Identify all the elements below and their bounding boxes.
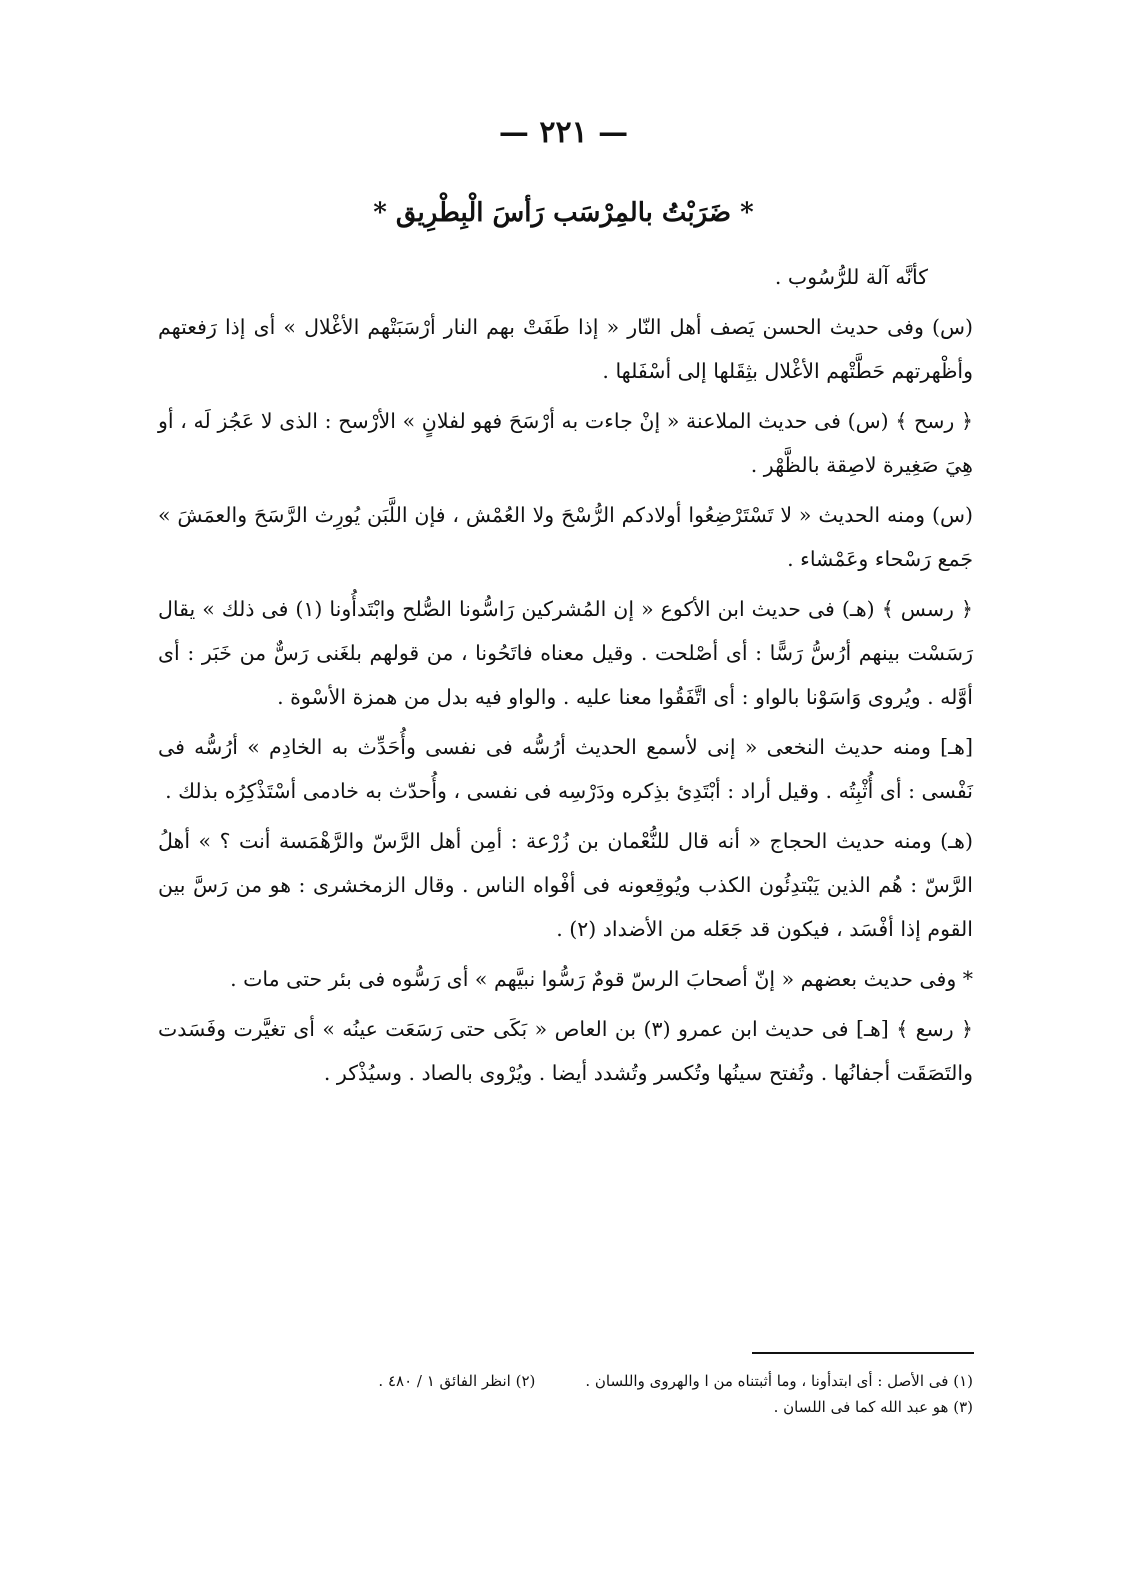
paragraph: * وفى حديث بعضهم « إنّ أصحابَ الرسّ قومٌ رَسُّوا نبيَّهم » أى رَسُّوه فى بئر حتى مات . [230,967,973,991]
paragraph: ﴿ رسس ﴾ (هـ) فى حديث ابن الأكوع « إن المُشركين رَاسُّونا الصُّلح وابْتَدأُونا (١) فى ذلك » يقال رَسَسْت بينهم أرُسُّ رَسًّا : أى أصْلحت . وقيل معناه فاتَحُونا ، من قولهم بلغَنى رَسٌّ من خَبَر : أى أوَّله . ويُروى وَاسَوْنا بالواو : أى اتَّفَقُوا معنا عليه . والواو فيه بدل من همزة الأسْوة . [158,597,973,709]
paragraph: كأنَّه آلة للرُّسُوب . [774,265,928,289]
entry-heading: * ضَرَبْتُ بالمِرْسَب رَأسَ الْبِطْرِيق * [373,198,754,228]
paragraph: (س) وفى حديث الحسن يَصف أهل النّار « إذا طَفَتْ بهم النار أرْسَبَتْهم الأغْلال » أى إذا رَفعتهم وأظْهرتهم حَطَّتْهم الأغْلال بثِقَلها إلى أسْفَلها . [158,315,973,383]
footnote-3: (٣) هو عبد الله كما فى اللسان . [773,1398,973,1416]
body-text [158,255,973,1101]
footnote-2: (٢) انظر الفائق ١ / ٤٨٠ . [378,1372,536,1390]
paragraph: [هـ] ومنه حديث النخعى « إنى لأسمع الحديث أرُسُّه فى نفسى وأُحَدِّث به الخادِم » أرُسُّه فى نَفْسى : أى أُثْبِتُه . وقيل أراد : أبْتَدِئ بذِكره ودَرْسِه فى نفسى ، وأُحدّث به خادمى أسْتَذْكِرُه بذلك . [158,735,973,803]
footnote-divider [752,1352,974,1354]
footnotes [158,1368,973,1420]
footnote-row [158,1394,973,1420]
paragraph: (س) ومنه الحديث « لا تَسْتَرْضِعُوا أولادكم الرُّسْحَ ولا العُمْش ، فإن اللَّبَن يُورِث الرَّسَحَ والعمَشَ » جَمع رَسْحاء وعَمْشاء . [158,503,973,571]
paragraph: ﴿ رسح ﴾ (س) فى حديث الملاعنة « إنْ جاءت به أرْسَحَ فهو لفلانٍ » الأرْسح : الذى لا عَجُز لَه ، أو هِيَ صَغِيرة لاصِقة بالظَّهْر . [158,409,973,477]
paragraph: (هـ) ومنه حديث الحجاج « أنه قال للنُّعْمان بن زُرْعة : أمِن أهل الرَّسّ والرَّهْمَسة أنت ؟ » أهلُ الرَّسّ : هُم الذين يَبْتدِئُون الكذب ويُوقِعونه فى أفْواه الناس . وقال الزمخشرى : هو من رَسَّ بين القوم إذا أفْسَد ، فيكون قد جَعَله من الأضداد (٢) . [158,829,973,941]
page-number: — ٢٢١ — [498,115,629,150]
footnote-row [158,1368,973,1394]
footnote-1: (١) فى الأصل : أى ابتدأونا ، وما أثبتناه من ا والهروى واللسان . [585,1372,973,1390]
paragraph: ﴿ رسع ﴾ [هـ] فى حديث ابن عمرو (٣) بن العاص « بَكَى حتى رَسَعَت عينُه » أى تغيَّرت وفَسَدت والتَصَقَت أجفانُها . وتُفتح سينُها وتُكسر وتُشدد أيضا . ويُرْوى بالصاد . وسيُذْكر . [158,1017,974,1085]
